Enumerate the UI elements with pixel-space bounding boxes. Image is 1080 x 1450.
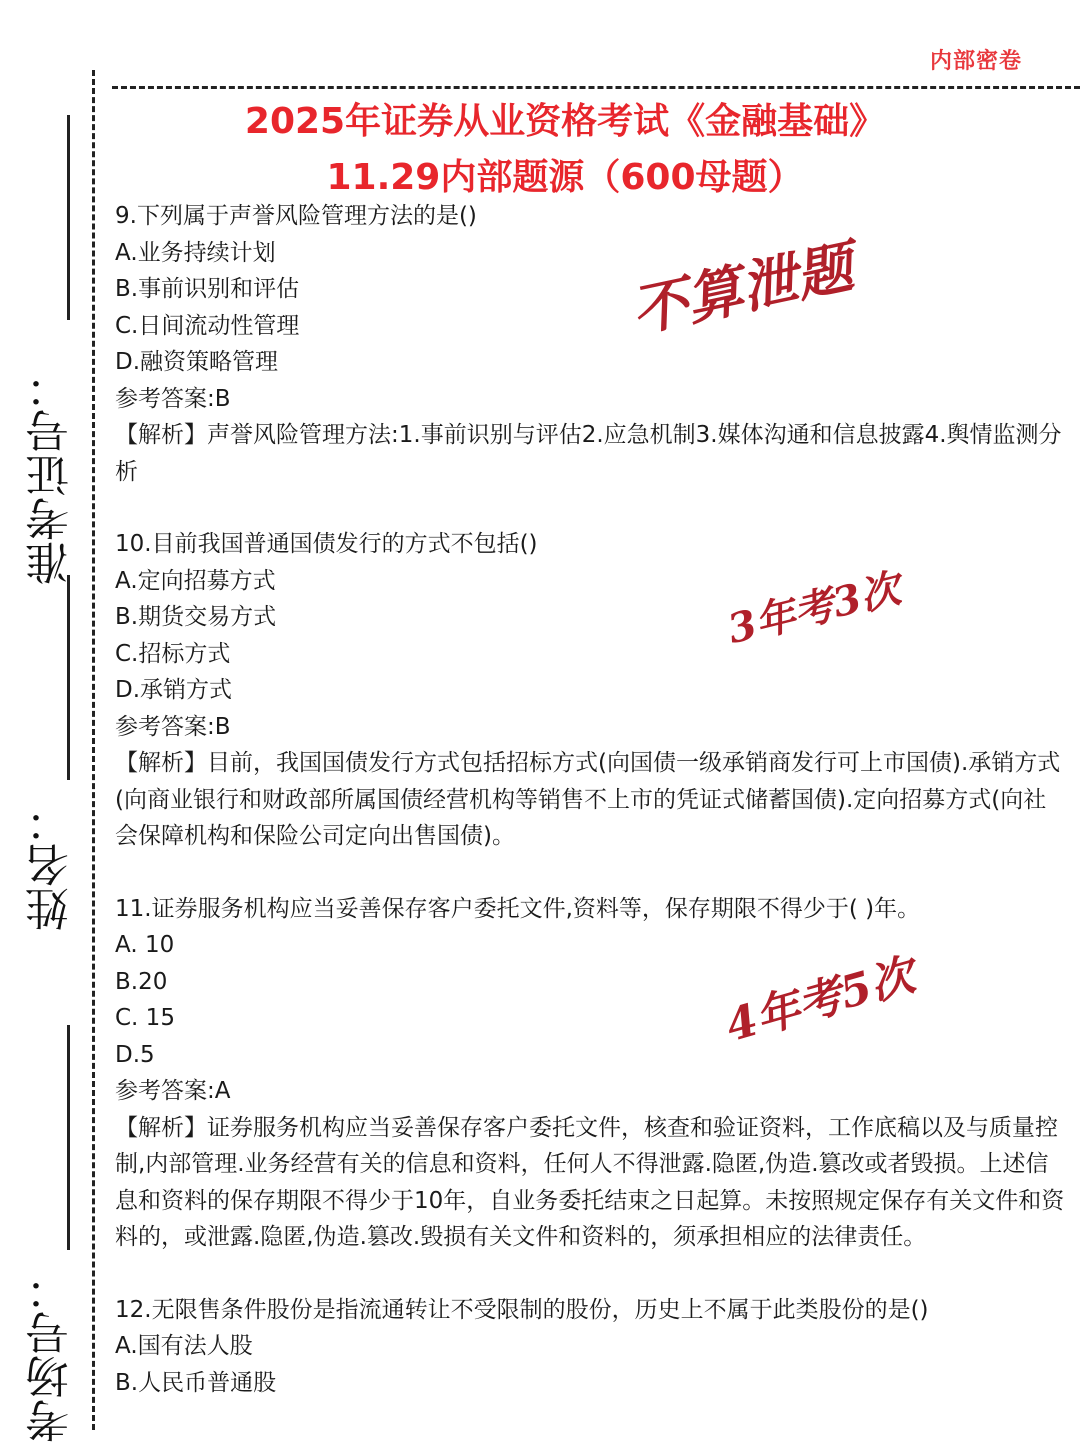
exam-id-field <box>12 115 92 585</box>
question-list <box>115 198 1065 1401</box>
name-label: 姓名： <box>26 799 77 931</box>
handwritten-note-not-leak: 不算泄题 <box>625 233 859 346</box>
question-stem: 12.无限售条件股份是指流通转让不受限制的股份，历史上不属于此类股份的是() <box>115 1296 929 1323</box>
room-field <box>12 1025 92 1443</box>
option-a: A.定向招募方式 <box>115 567 276 594</box>
question-12 <box>115 1292 1065 1402</box>
name-underline <box>67 575 70 780</box>
analysis: 【解析】证券服务机构应当妥善保存客户委托文件，核查和验证资料，工作底稿以及与质量控制,内部管理.业务经营有关的信息和资料，任何人不得泄露.隐匿,伪造.篡改或者毁损。上述信息和资料的保存期限不得少于10年，自业务委托结束之日起算。未按照规定保存有关文件和资料的，或泄露.隐匿,伪造.篡改.毁损有关文件和资料的，须承担相应的法律责任。 <box>115 1114 1065 1250</box>
handwritten-note-3-years: 3年考3次 <box>723 564 905 654</box>
top-dashed-border <box>112 86 1080 89</box>
question-11 <box>115 891 1065 1256</box>
question-stem: 11.证券服务机构应当妥善保存客户委托文件,资料等，保存期限不得少于( )年。 <box>115 895 921 922</box>
option-c: C. 15 <box>115 1005 175 1031</box>
title-line-2: 11.29内部题源（600母题） <box>326 157 804 198</box>
question-stem: 10.目前我国普通国债发行的方式不包括() <box>115 531 538 557</box>
handwritten-note-4-years: 4年考5次 <box>720 949 921 1053</box>
confidential-badge: 内部密卷 <box>930 49 1023 74</box>
option-a: A.业务持续计划 <box>115 239 276 266</box>
option-d: D.承销方式 <box>115 677 233 703</box>
answer: 参考答案:A <box>115 1078 231 1104</box>
room-underline <box>67 1025 70 1250</box>
analysis: 【解析】目前，我国国债发行方式包括招标方式(向国债一级承销商发行可上市国债).承销方式(向商业银行和财政部所属国债经营机构等销售不上市的凭证式储蓄国债).定向招募方式(向社会保障机构和保险公司定向出售国债)。 <box>115 750 1061 849</box>
room-label: 考场号： <box>26 1267 77 1443</box>
question-stem: 9.下列属于声誉风险管理方法的是() <box>115 203 477 229</box>
option-b: B.事前识别和评估 <box>115 276 300 302</box>
question-10 <box>115 526 1065 855</box>
option-b: B.20 <box>115 968 168 995</box>
exam-id-label: 准考证号： <box>26 365 77 585</box>
analysis: 【解析】声誉风险管理方法:1.事前识别与评估2.应急机制3.媒体沟通和信息披露4.舆情监测分析 <box>115 422 1062 485</box>
answer: 参考答案:B <box>115 713 231 740</box>
option-d: D.融资策略管理 <box>115 349 279 375</box>
option-c: C.招标方式 <box>115 640 231 667</box>
option-a: A.国有法人股 <box>115 1333 253 1359</box>
option-b: B.期货交易方式 <box>115 604 277 630</box>
option-a: A. 10 <box>115 932 175 958</box>
exam-id-underline <box>67 115 70 320</box>
option-b: B.人民币普通股 <box>115 1369 277 1396</box>
title-line-1: 2025年证券从业资格考试《金融基础》 <box>244 101 886 142</box>
option-c: C.日间流动性管理 <box>115 312 300 339</box>
question-9 <box>115 198 1065 490</box>
side-dashed-border <box>92 70 95 1430</box>
answer: 参考答案:B <box>115 385 231 412</box>
name-field <box>12 575 92 940</box>
option-d: D.5 <box>115 1041 155 1068</box>
